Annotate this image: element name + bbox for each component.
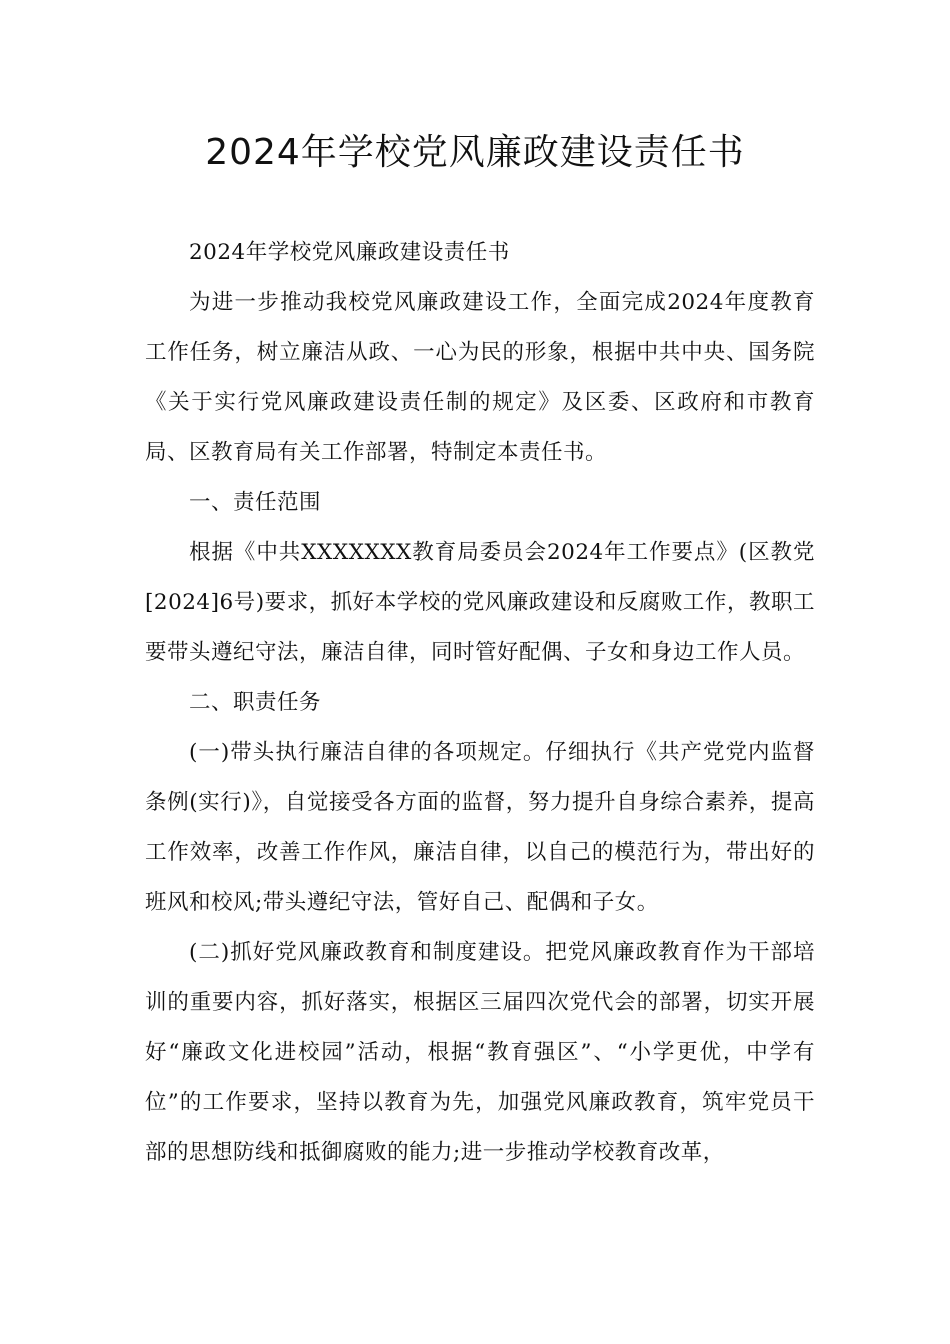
- document-title: 2024年学校党风廉政建设责任书: [205, 132, 745, 173]
- section-heading-scope: 一、责任范围: [189, 490, 322, 515]
- document-body: [145, 228, 815, 1178]
- section-heading-duties: 二、职责任务: [189, 690, 322, 715]
- paragraph-subtitle: 2024年学校党风廉政建设责任书: [189, 240, 510, 265]
- paragraph-intro: 为进一步推动我校党风廉政建设工作，全面完成2024年度教育工作任务，树立廉洁从政、一心为民的形象，根据中共中央、国务院《关于实行党风廉政建设责任制的规定》及区委、区政府和市教育局、区教育局有关工作部署，特制定本责任书。: [145, 290, 815, 465]
- paragraph-scope: 根据《中共XXXXXXX教育局委员会2024年工作要点》(区教党[2024]6号)要求，抓好本学校的党风廉政建设和反腐败工作，教职工要带头遵纪守法，廉洁自律，同时管好配偶、子女和身边工作人员。: [145, 540, 815, 665]
- paragraph-duty-2: (二)抓好党风廉政教育和制度建设。把党风廉政教育作为干部培训的重要内容，抓好落实，根据区三届四次党代会的部署，切实开展好“廉政文化进校园”活动，根据“教育强区”、“小学更优，中学有位”的工作要求，坚持以教育为先，加强党风廉政教育，筑牢党员干部的思想防线和抵御腐败的能力;进一步推动学校教育改革，: [145, 940, 815, 1165]
- paragraph-duty-1: (一)带头执行廉洁自律的各项规定。仔细执行《共产党党内监督条例(实行)》，自觉接受各方面的监督，努力提升自身综合素养，提高工作效率，改善工作作风，廉洁自律，以自己的模范行为，带出好的班风和校风;带头遵纪守法，管好自己、配偶和子女。: [145, 740, 815, 915]
